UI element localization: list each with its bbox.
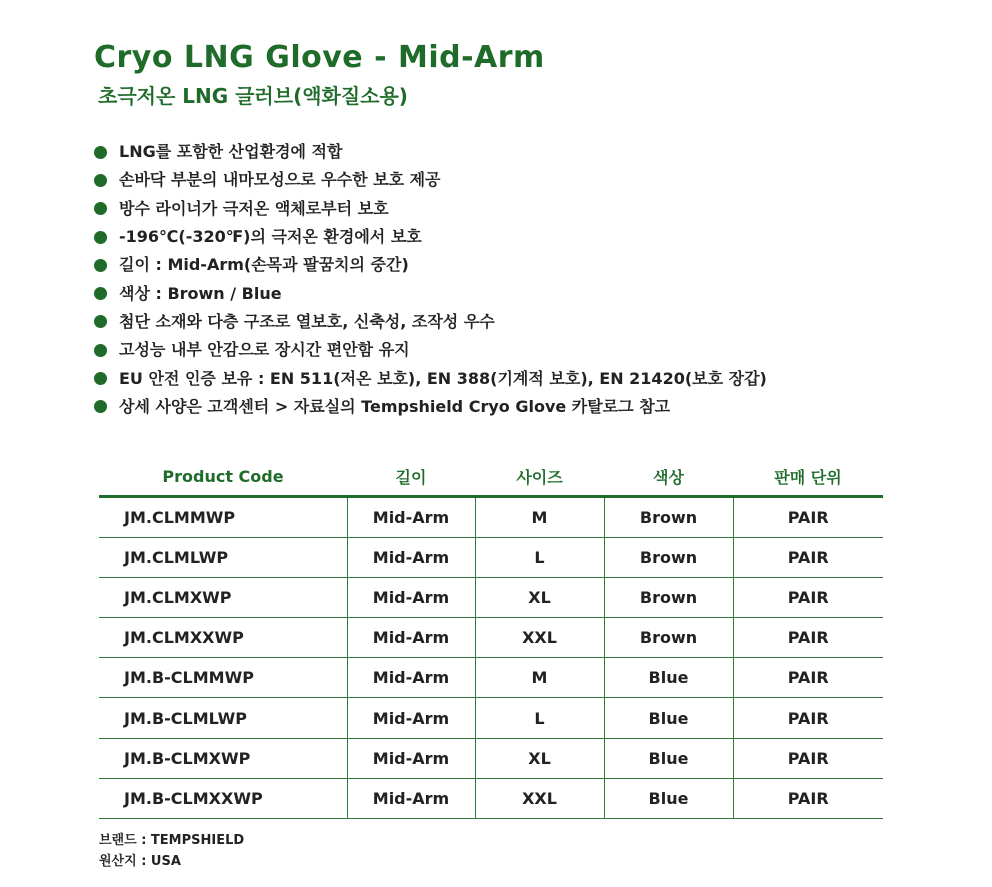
cell-color: Blue: [604, 658, 733, 698]
header-size: 사이즈: [475, 457, 604, 497]
table-row: [99, 738, 883, 778]
cell-product-code: JM.CLMXXWP: [99, 618, 347, 658]
table-row: [99, 658, 883, 698]
cell-sales-unit: PAIR: [733, 578, 883, 618]
cell-size: XL: [475, 578, 604, 618]
feature-text: 상세 사양은 고객센터 > 자료실의 Tempshield Cryo Glove 카탈로그 참고: [119, 396, 671, 416]
bullet-icon: [94, 146, 107, 159]
header-color: 색상: [604, 457, 733, 497]
cell-product-code: JM.B-CLMXXWP: [99, 778, 347, 818]
brand-label: 브랜드 : TEMPSHIELD: [99, 833, 245, 848]
table-row: [99, 538, 883, 578]
page-title: Cryo LNG Glove - Mid-Arm: [94, 40, 545, 75]
product-table: [99, 457, 883, 819]
cell-sales-unit: PAIR: [733, 698, 883, 738]
feature-text: EU 안전 인증 보유 : EN 511(저온 보호), EN 388(기계적 보호), EN 21420(보호 장갑): [119, 368, 767, 388]
feature-item: [94, 308, 767, 336]
table-row: [99, 778, 883, 818]
feature-item: [94, 166, 767, 194]
feature-text: 길이 : Mid-Arm(손목과 팔꿈치의 중간): [119, 255, 409, 275]
feature-item: [94, 223, 767, 251]
bullet-icon: [94, 372, 107, 385]
cell-size: XXL: [475, 778, 604, 818]
cell-color: Brown: [604, 538, 733, 578]
feature-text: LNG를 포함한 산업환경에 적합: [119, 142, 343, 162]
bullet-icon: [94, 344, 107, 357]
cell-sales-unit: PAIR: [733, 778, 883, 818]
cell-sales-unit: PAIR: [733, 538, 883, 578]
bullet-icon: [94, 259, 107, 272]
page-subtitle: 초극저온 LNG 글러브(액화질소용): [98, 84, 408, 108]
feature-text: 고성능 내부 안감으로 장시간 편안함 유지: [119, 340, 410, 360]
cell-color: Blue: [604, 698, 733, 738]
bullet-icon: [94, 202, 107, 215]
table-header-row: [99, 457, 883, 497]
cell-color: Brown: [604, 578, 733, 618]
cell-length: Mid-Arm: [347, 778, 475, 818]
cell-length: Mid-Arm: [347, 497, 475, 538]
table-row: [99, 578, 883, 618]
feature-item: [94, 251, 767, 279]
cell-sales-unit: PAIR: [733, 738, 883, 778]
feature-item: [94, 336, 767, 364]
cell-size: M: [475, 658, 604, 698]
cell-length: Mid-Arm: [347, 618, 475, 658]
table-row: [99, 497, 883, 538]
cell-size: M: [475, 497, 604, 538]
feature-text: 방수 라이너가 극저온 액체로부터 보호: [119, 198, 389, 218]
cell-color: Blue: [604, 738, 733, 778]
cell-size: XL: [475, 738, 604, 778]
cell-length: Mid-Arm: [347, 698, 475, 738]
footer-info: [99, 830, 244, 872]
cell-color: Brown: [604, 618, 733, 658]
cell-product-code: JM.B-CLMMWP: [99, 658, 347, 698]
cell-size: L: [475, 538, 604, 578]
feature-item: [94, 393, 767, 421]
feature-text: 색상 : Brown / Blue: [119, 283, 282, 303]
feature-item: [94, 138, 767, 166]
cell-product-code: JM.CLMLWP: [99, 538, 347, 578]
table-row: [99, 698, 883, 738]
cell-length: Mid-Arm: [347, 578, 475, 618]
feature-item: [94, 195, 767, 223]
feature-item: [94, 279, 767, 307]
bullet-icon: [94, 231, 107, 244]
feature-text: -196℃(-320℉)의 극저온 환경에서 보호: [119, 227, 422, 247]
feature-item: [94, 364, 767, 392]
bullet-icon: [94, 315, 107, 328]
bullet-icon: [94, 287, 107, 300]
cell-sales-unit: PAIR: [733, 618, 883, 658]
table-row: [99, 618, 883, 658]
header-product-code: Product Code: [99, 457, 347, 497]
feature-text: 첨단 소재와 다층 구조로 열보호, 신축성, 조작성 우수: [119, 311, 495, 331]
cell-color: Blue: [604, 778, 733, 818]
cell-product-code: JM.CLMXWP: [99, 578, 347, 618]
bullet-icon: [94, 400, 107, 413]
cell-size: L: [475, 698, 604, 738]
cell-size: XXL: [475, 618, 604, 658]
bullet-icon: [94, 174, 107, 187]
cell-length: Mid-Arm: [347, 658, 475, 698]
feature-text: 손바닥 부분의 내마모성으로 우수한 보호 제공: [119, 170, 441, 190]
cell-length: Mid-Arm: [347, 538, 475, 578]
cell-length: Mid-Arm: [347, 738, 475, 778]
header-length: 길이: [347, 457, 475, 497]
header-sales-unit: 판매 단위: [733, 457, 883, 497]
origin-label: 원산지 : USA: [99, 854, 181, 869]
cell-sales-unit: PAIR: [733, 497, 883, 538]
feature-list: [94, 138, 767, 421]
cell-sales-unit: PAIR: [733, 658, 883, 698]
cell-color: Brown: [604, 497, 733, 538]
cell-product-code: JM.CLMMWP: [99, 497, 347, 538]
cell-product-code: JM.B-CLMXWP: [99, 738, 347, 778]
cell-product-code: JM.B-CLMLWP: [99, 698, 347, 738]
